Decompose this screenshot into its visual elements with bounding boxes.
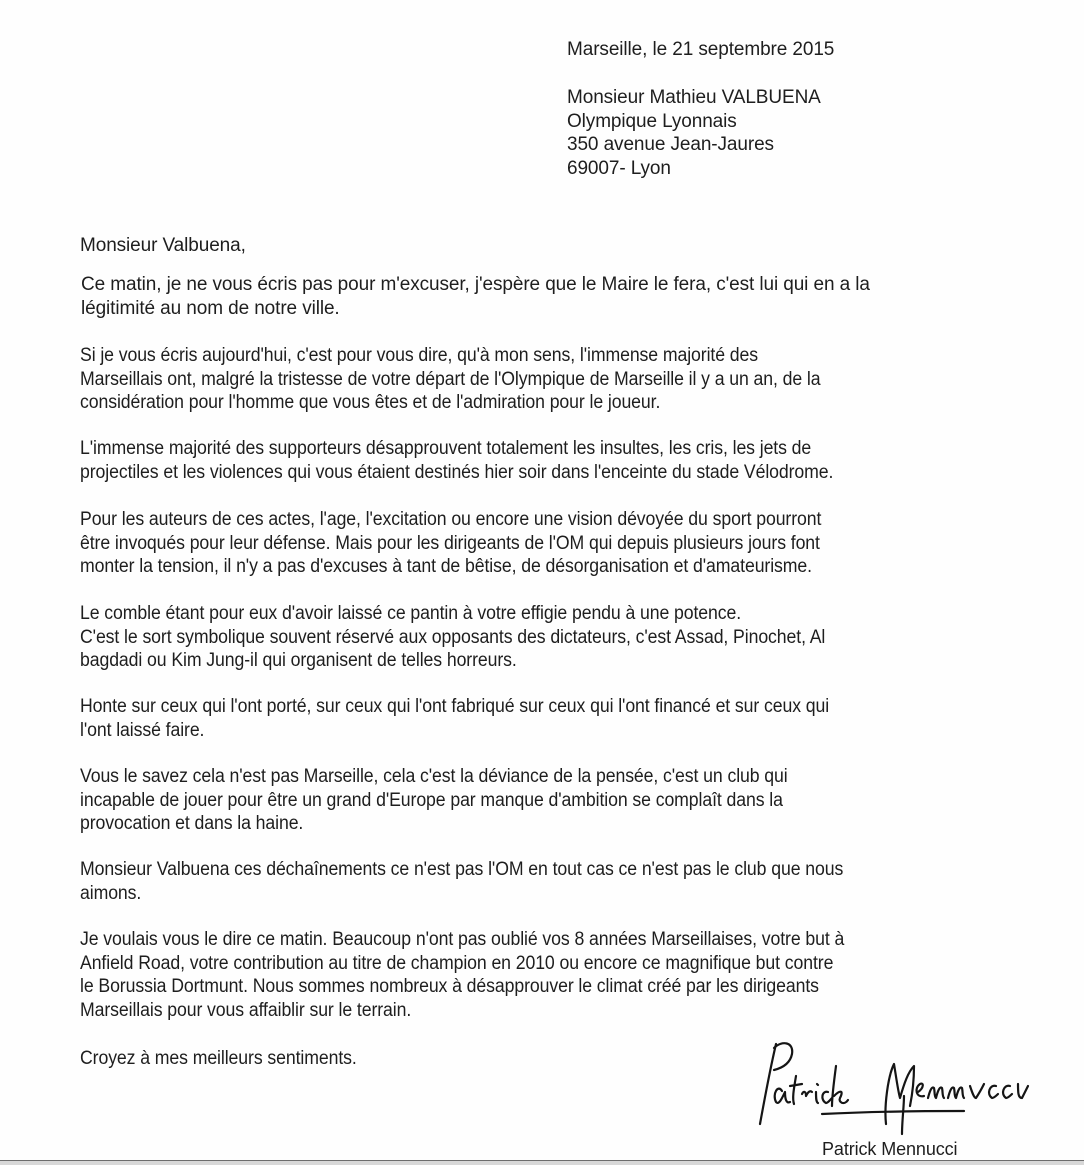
paragraph-line: Monsieur Valbuena ces déchaînements ce n'est pas l'OM en tout cas ce n'est pas le club que nous xyxy=(80,859,844,880)
paragraph-line: bagdadi ou Kim Jung-il qui organisent de telles horreurs. xyxy=(80,650,517,671)
paragraph-8 xyxy=(80,858,901,905)
salutation: Monsieur Valbuena, xyxy=(80,235,246,256)
paragraph-line: projectiles et les violences qui vous étaient destinés hier soir dans l'enceinte du stade Vélodrome. xyxy=(80,461,834,483)
paragraph-line: Vous le savez cela n'est pas Marseille, cela c'est la déviance de la pensée, c'est un club qui xyxy=(80,766,788,787)
paragraph-line: monter la tension, il n'y a pas d'excuses à tant de bêtise, de désorganisation et d'amateurisme. xyxy=(80,556,812,577)
paragraph-1 xyxy=(81,273,870,320)
paragraph-line: incapable de jouer pour être un grand d'Europe par manque d'ambition se complaît dans la xyxy=(80,789,783,811)
paragraph-4 xyxy=(80,508,877,579)
recipient-line: Monsieur Mathieu VALBUENA xyxy=(567,87,821,108)
recipient-address xyxy=(567,86,821,180)
signatory-name: Patrick Mennucci xyxy=(822,1139,958,1159)
paragraph-line: Anfield Road, votre contribution au titre de champion en 2010 ou encore ce magnifique but contre xyxy=(80,952,834,974)
place-date: Marseille, le 21 septembre 2015 xyxy=(567,39,835,60)
paragraph-line: être invoqués pour leur défense. Mais pour les dirigeants de l'OM qui depuis plusieurs jours font xyxy=(80,532,820,554)
paragraph-line: l'ont laissé faire. xyxy=(80,719,205,741)
paragraph-line: provocation et dans la haine. xyxy=(80,813,304,834)
recipient-line: 69007- Lyon xyxy=(567,157,671,179)
paragraph-6 xyxy=(80,695,885,742)
closing-line: Croyez à mes meilleurs sentiments. xyxy=(80,1048,357,1069)
paragraph-line: Marseillais pour vous affaiblir sur le terrain. xyxy=(80,999,412,1021)
page-bottom-border xyxy=(0,1160,1084,1165)
paragraph-line: Honte sur ceux qui l'ont porté, sur ceux qui l'ont fabriqué sur ceux qui l'ont financé et sur ceux qui xyxy=(80,696,830,717)
recipient-line: Olympique Lyonnais xyxy=(567,110,737,132)
paragraph-line: Pour les auteurs de ces actes, l'age, l'excitation ou encore une vision dévoyée du sport pourront xyxy=(80,509,822,530)
paragraph-line: Je voulais vous le dire ce matin. Beaucoup n'ont pas oublié vos 8 années Marseillaises, votre but à xyxy=(80,929,845,950)
paragraph-line: considération pour l'homme que vous êtes et de l'admiration pour le joueur. xyxy=(80,392,661,413)
paragraph-5 xyxy=(80,602,881,673)
paragraph-2 xyxy=(80,344,876,415)
paragraph-line: Ce matin, je ne vous écris pas pour m'excuser, j'espère que le Maire le fera, c'est lui qui en a la xyxy=(81,274,870,295)
paragraph-line: le Borussia Dortmunt. Nous sommes nombreux à désapprouver le climat créé par les dirigeants xyxy=(80,976,819,997)
handwritten-signature-icon xyxy=(752,1036,1042,1136)
paragraph-line: C'est le sort symbolique souvent réservé aux opposants des dictateurs, c'est Assad, Pinochet, Al xyxy=(80,626,826,648)
paragraph-line: Le comble étant pour eux d'avoir laissé ce pantin à votre effigie pendu à une potence. xyxy=(80,603,742,624)
paragraph-7 xyxy=(80,765,841,836)
paragraph-9 xyxy=(80,928,902,1022)
paragraph-line: L'immense majorité des supporteurs désapprouvent totalement les insultes, les cris, les jets de xyxy=(80,438,812,459)
closing xyxy=(80,1047,378,1071)
paragraph-3 xyxy=(80,437,890,484)
paragraph-line: Si je vous écris aujourd'hui, c'est pour vous dire, qu'à mon sens, l'immense majorité des xyxy=(80,345,758,366)
paragraph-line: Marseillais ont, malgré la tristesse de votre départ de l'Olympique de Marseille il y a un an, de la xyxy=(80,368,821,390)
recipient-line: 350 avenue Jean-Jaures xyxy=(567,134,774,155)
paragraph-line: légitimité au nom de notre ville. xyxy=(81,297,340,319)
paragraph-line: aimons. xyxy=(80,882,142,904)
